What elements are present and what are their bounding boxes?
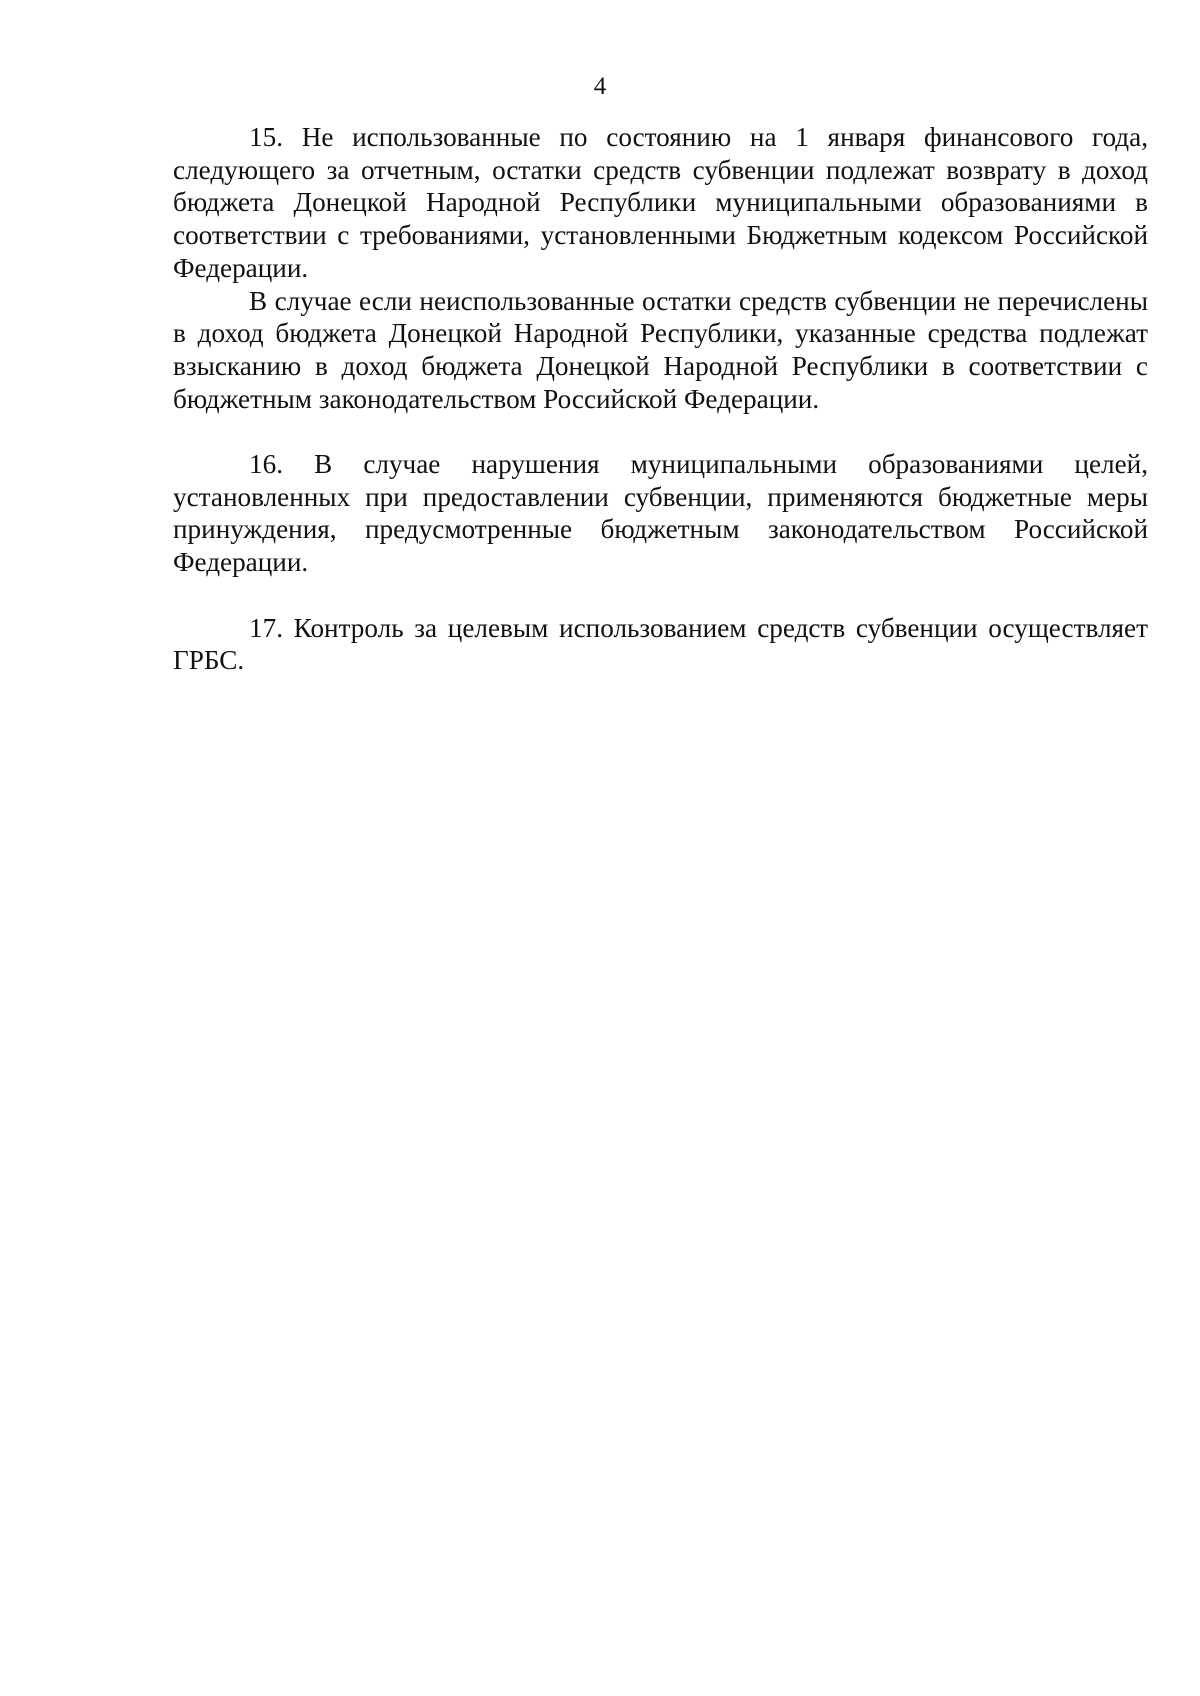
paragraph-16: 16. В случае нарушения муниципальными образованиями целей, установленных при предоставлении субвенции, применяются бюджетные меры принуждения, предусмотренные бюджетным законодательством Российской Федерации.: [173, 449, 1148, 578]
paragraph-15-continuation: В случае если неиспользованные остатки средств субвенции не перечислены в доход бюджета Донецкой Народной Республики, указанные средства подлежат взысканию в доход бюджета Донецкой Народной Республики в соответствии с бюджетным законодательством Российской Федерации.: [173, 285, 1148, 414]
document-body: [173, 121, 1148, 677]
page-number: 4: [593, 73, 607, 100]
paragraph-15: 15. Не использованные по состоянию на 1 января финансового года, следующего за отчетным, остатки средств субвенции подлежат возврату в доход бюджета Донецкой Народной Республики муниципальными образованиями в соответствии с требованиями, установленными Бюджетным кодексом Российской Федерации.: [173, 122, 1148, 283]
paragraph-17: 17. Контроль за целевым использованием средств субвенции осуществляет ГРБС.: [173, 612, 1148, 676]
